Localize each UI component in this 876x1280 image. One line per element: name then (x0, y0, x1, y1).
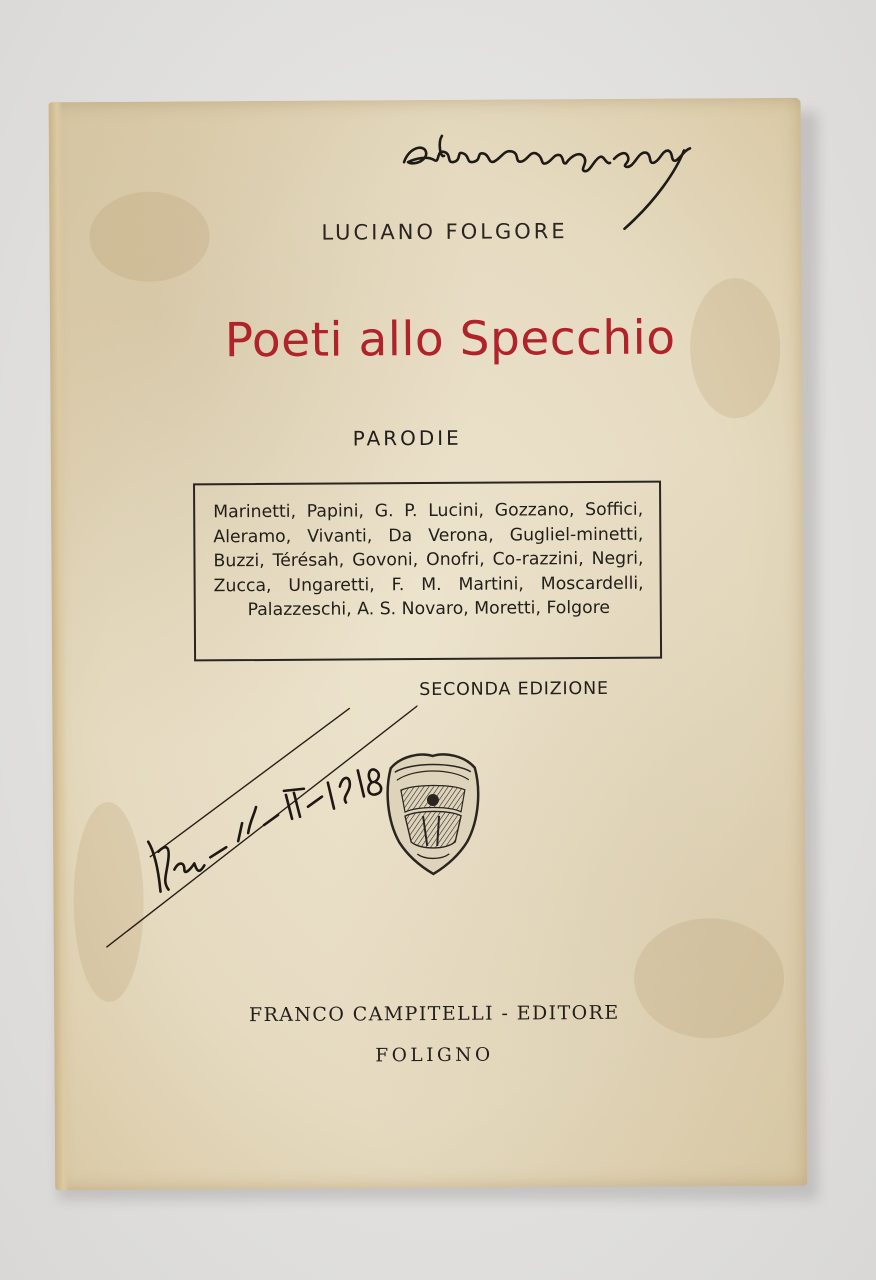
author-name: LUCIANO FOLGORE (321, 219, 568, 245)
poets-names-box (193, 481, 662, 662)
publisher-city: FOLIGNO (375, 1044, 494, 1067)
publisher-shield-emblem-icon (381, 750, 486, 877)
book-subtitle: PARODIE (352, 425, 462, 451)
edition-label: SECONDA EDIZIONE (419, 678, 609, 701)
book-title: Poeti allo Specchio (224, 310, 676, 369)
handwritten-date-inscription (77, 690, 419, 962)
poets-names-list: Marinetti, Papini, G. P. Lucini, Gozzano, Soffici, Aleramo, Vivanti, Da Verona, Gugliel-minetti, Buzzi, Térésah, Govoni, Onofri, Co-razzini, Negri, Zucca, Ungaretti, F. M. Martini, Moscardelli, Palazzeschi, A. S. Novaro, Moretti, Folgore (213, 499, 644, 621)
foxing-stain (89, 191, 210, 282)
publisher-name: FRANCO CAMPITELLI - EDITORE (248, 1001, 620, 1027)
spine-edge (49, 102, 70, 1190)
book-cover (49, 98, 808, 1191)
